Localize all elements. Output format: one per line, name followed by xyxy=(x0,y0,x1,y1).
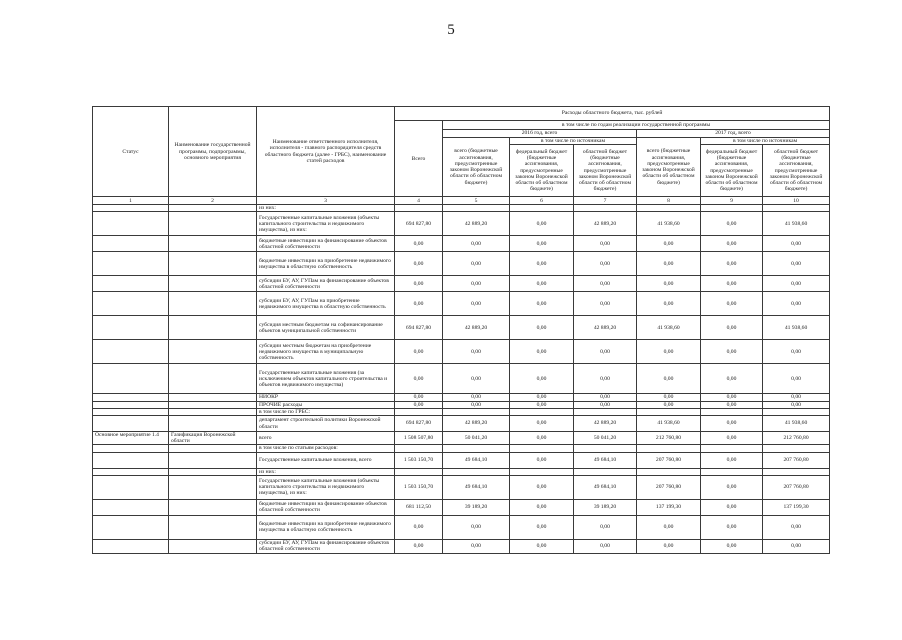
row-program-name xyxy=(169,236,257,252)
row-value: 0,00 xyxy=(637,276,701,292)
row-value xyxy=(701,445,763,452)
row-value xyxy=(763,205,830,212)
row-value: 1 503 150,70 xyxy=(395,452,443,468)
row-value: 0,00 xyxy=(443,539,510,553)
table-row xyxy=(93,539,830,553)
row-value xyxy=(443,445,510,452)
row-value: 0,00 xyxy=(395,364,443,394)
row-program-name xyxy=(169,340,257,364)
row-value: 41 938,60 xyxy=(637,212,701,236)
row-value: 42 889,20 xyxy=(574,212,637,236)
row-value: 0,00 xyxy=(701,340,763,364)
row-value: 0,00 xyxy=(763,401,830,408)
row-value: 694 827,80 xyxy=(395,416,443,432)
row-value: 694 827,80 xyxy=(395,212,443,236)
header-2016-total: всего (бюджетные ассигнования, предусмотренные законом Воронежской области об областном бюджете) xyxy=(443,138,510,197)
row-status xyxy=(93,408,169,415)
row-item-label: субсидии БУ, АУ, ГУПам на финансирование объектов областной собственности xyxy=(257,539,395,553)
table-body xyxy=(93,205,830,554)
row-item-label: субсидия местным бюджетам на софинансирование объектов муниципальной собственности xyxy=(257,316,395,340)
row-status xyxy=(93,292,169,316)
column-number: 6 xyxy=(510,197,574,205)
budget-table xyxy=(92,106,830,554)
row-value: 0,00 xyxy=(701,212,763,236)
row-value: 0,00 xyxy=(574,340,637,364)
row-value: 0,00 xyxy=(510,432,574,445)
row-value: 0,00 xyxy=(443,401,510,408)
row-status xyxy=(93,515,169,539)
table-row xyxy=(93,252,830,276)
row-value xyxy=(443,468,510,475)
row-status xyxy=(93,539,169,553)
row-program-name xyxy=(169,416,257,432)
row-value: 1 508 507,80 xyxy=(395,432,443,445)
table-row xyxy=(93,340,830,364)
row-value: 42 889,20 xyxy=(574,316,637,340)
row-value: 0,00 xyxy=(763,515,830,539)
row-value: 0,00 xyxy=(574,515,637,539)
column-number: 7 xyxy=(574,197,637,205)
row-item-label: департамент строительной политики Воронежской области xyxy=(257,416,395,432)
row-value: 0,00 xyxy=(763,292,830,316)
row-value: 0,00 xyxy=(443,394,510,401)
row-value: 207 760,80 xyxy=(763,475,830,499)
row-program-name xyxy=(169,276,257,292)
table-row xyxy=(93,416,830,432)
row-value: 0,00 xyxy=(637,364,701,394)
header-2016-sources: в том числе по источникам xyxy=(510,138,637,145)
row-value: 0,00 xyxy=(395,252,443,276)
row-value xyxy=(395,468,443,475)
table-row xyxy=(93,236,830,252)
row-program-name xyxy=(169,252,257,276)
row-value: 0,00 xyxy=(701,236,763,252)
row-program-name xyxy=(169,468,257,475)
row-value: 0,00 xyxy=(395,292,443,316)
row-value: 0,00 xyxy=(510,276,574,292)
row-value: 0,00 xyxy=(637,292,701,316)
row-status: Основное мероприятие 1.4 xyxy=(93,432,169,445)
row-item-label: в том числе по статьям расходов: xyxy=(257,445,395,452)
row-status xyxy=(93,212,169,236)
row-value: 0,00 xyxy=(701,394,763,401)
row-program-name xyxy=(169,316,257,340)
header-2017-total: всего (бюджетные ассигнования, предусмотренные законом Воронежской области об областном бюджете) xyxy=(637,138,701,197)
table-row xyxy=(93,394,830,401)
row-status xyxy=(93,468,169,475)
row-value xyxy=(574,468,637,475)
table-row xyxy=(93,452,830,468)
row-program-name xyxy=(169,452,257,468)
row-value: 0,00 xyxy=(701,316,763,340)
row-value: 0,00 xyxy=(763,364,830,394)
column-number: 1 xyxy=(93,197,169,205)
row-value: 0,00 xyxy=(701,539,763,553)
row-value xyxy=(443,408,510,415)
row-value xyxy=(637,468,701,475)
row-status xyxy=(93,401,169,408)
row-value xyxy=(763,445,830,452)
row-value: 207 760,80 xyxy=(637,475,701,499)
row-value: 0,00 xyxy=(637,252,701,276)
row-value: 42 889,20 xyxy=(574,416,637,432)
row-value: 137 199,30 xyxy=(763,499,830,515)
row-item-label: в том числе по ГРБС: xyxy=(257,408,395,415)
header-executor: Наименование ответственного исполнителя, исполнителя - главного распорядителя средств областного бюджета (далее - ГРБС), наименование статей расходов xyxy=(257,107,395,197)
row-value: 0,00 xyxy=(763,252,830,276)
row-value: 0,00 xyxy=(701,515,763,539)
row-value: 0,00 xyxy=(510,394,574,401)
row-item-label: ПРОЧИЕ расходы xyxy=(257,401,395,408)
row-item-label: бюджетные инвестиции на приобретение недвижимого имущества в областную собственность xyxy=(257,252,395,276)
row-value xyxy=(763,468,830,475)
row-value: 0,00 xyxy=(701,475,763,499)
row-item-label: субсидии БУ, АУ, ГУПам на приобретение недвижимого имущества в областную собственность xyxy=(257,292,395,316)
table-row xyxy=(93,408,830,415)
row-status xyxy=(93,394,169,401)
row-value: 0,00 xyxy=(574,401,637,408)
row-program-name xyxy=(169,364,257,394)
row-status xyxy=(93,452,169,468)
row-status xyxy=(93,499,169,515)
row-value: 0,00 xyxy=(443,236,510,252)
row-value: 0,00 xyxy=(510,416,574,432)
row-value: 49 684,10 xyxy=(443,452,510,468)
table-row xyxy=(93,445,830,452)
row-program-name xyxy=(169,499,257,515)
row-value: 0,00 xyxy=(443,340,510,364)
row-value: 0,00 xyxy=(510,364,574,394)
row-item-label: субсидии БУ, АУ, ГУПам на финансирование объектов областной собственности xyxy=(257,276,395,292)
row-value: 0,00 xyxy=(395,394,443,401)
row-value: 0,00 xyxy=(701,401,763,408)
row-value: 0,00 xyxy=(763,340,830,364)
row-value: 42 889,20 xyxy=(443,212,510,236)
row-value: 0,00 xyxy=(443,292,510,316)
header-2017-federal: федеральный бюджет (бюджетные ассигнования, предусмотренные законом Воронежской области об областном бюджете) xyxy=(701,145,763,197)
row-value: 0,00 xyxy=(510,236,574,252)
row-value: 0,00 xyxy=(510,212,574,236)
row-value xyxy=(510,205,574,212)
row-value: 0,00 xyxy=(763,276,830,292)
header-year-2017: 2017 год, всего xyxy=(637,130,830,138)
row-status xyxy=(93,252,169,276)
column-number: 9 xyxy=(701,197,763,205)
row-value xyxy=(574,408,637,415)
column-number: 5 xyxy=(443,197,510,205)
row-item-label: субсидии местным бюджетам на приобретение недвижимого имущества в муниципальную собственность xyxy=(257,340,395,364)
row-item-label: бюджетные инвестиции на приобретение недвижимого имущества в областную собственность xyxy=(257,515,395,539)
row-value: 0,00 xyxy=(574,236,637,252)
row-value: 212 760,80 xyxy=(763,432,830,445)
row-item-label: всего xyxy=(257,432,395,445)
row-value: 41 938,60 xyxy=(763,416,830,432)
table-row xyxy=(93,475,830,499)
row-item-label: Государственные капитальные вложения (объекты капитального строительства и недвижимого имущества), из них: xyxy=(257,212,395,236)
row-program-name xyxy=(169,475,257,499)
column-number: 4 xyxy=(395,197,443,205)
row-value: 0,00 xyxy=(637,515,701,539)
row-value: 0,00 xyxy=(637,340,701,364)
header-status: Статус xyxy=(93,107,169,197)
row-status xyxy=(93,276,169,292)
table-row xyxy=(93,276,830,292)
row-value: 42 889,20 xyxy=(443,316,510,340)
row-value: 0,00 xyxy=(701,452,763,468)
row-status xyxy=(93,236,169,252)
row-value xyxy=(395,205,443,212)
row-value: 0,00 xyxy=(574,276,637,292)
row-value: 694 827,80 xyxy=(395,316,443,340)
row-item-label: бюджетные инвестиции на финансирование объектов областной собственности xyxy=(257,499,395,515)
header-2016-federal: федеральный бюджет (бюджетные ассигнования, предусмотренные законом Воронежской области об областном бюджете) xyxy=(510,145,574,197)
row-value: 0,00 xyxy=(701,499,763,515)
row-value: 0,00 xyxy=(637,401,701,408)
page-number: 5 xyxy=(447,22,455,38)
row-program-name xyxy=(169,205,257,212)
row-value: 1 503 150,70 xyxy=(395,475,443,499)
page-bottom-margin xyxy=(0,592,902,640)
row-value xyxy=(763,408,830,415)
table-row xyxy=(93,432,830,445)
row-status xyxy=(93,416,169,432)
row-status xyxy=(93,445,169,452)
row-value: 0,00 xyxy=(701,416,763,432)
row-value: 0,00 xyxy=(510,316,574,340)
row-value xyxy=(395,445,443,452)
header-expenses: Расходы областного бюджета, тыс. рублей xyxy=(395,107,830,121)
row-value: 50 041,20 xyxy=(574,432,637,445)
row-program-name xyxy=(169,394,257,401)
header-year-2016: 2016 год, всего xyxy=(443,130,637,138)
row-value: 0,00 xyxy=(701,364,763,394)
column-number: 10 xyxy=(763,197,830,205)
row-value: 39 189,20 xyxy=(443,499,510,515)
row-value: 0,00 xyxy=(701,252,763,276)
row-value: 0,00 xyxy=(510,539,574,553)
header-program-name: Наименование государственной программы, подпрограммы, основного мероприятия xyxy=(169,107,257,197)
row-item-label: НИОКР xyxy=(257,394,395,401)
table-row xyxy=(93,212,830,236)
row-value xyxy=(574,445,637,452)
row-status xyxy=(93,340,169,364)
row-value: 0,00 xyxy=(395,539,443,553)
row-program-name xyxy=(169,445,257,452)
row-value: 0,00 xyxy=(395,276,443,292)
row-value: 50 041,20 xyxy=(443,432,510,445)
row-value xyxy=(510,445,574,452)
row-value: 0,00 xyxy=(574,394,637,401)
row-value: 0,00 xyxy=(395,515,443,539)
row-program-name xyxy=(169,212,257,236)
row-value: 0,00 xyxy=(763,394,830,401)
row-value: 0,00 xyxy=(637,394,701,401)
table-row xyxy=(93,468,830,475)
row-value xyxy=(701,205,763,212)
row-status xyxy=(93,475,169,499)
row-value xyxy=(574,205,637,212)
row-value: 0,00 xyxy=(510,401,574,408)
row-value: 49 684,10 xyxy=(443,475,510,499)
row-status xyxy=(93,364,169,394)
table-row xyxy=(93,499,830,515)
row-value: 0,00 xyxy=(443,276,510,292)
row-value xyxy=(443,205,510,212)
row-value: 681 112,50 xyxy=(395,499,443,515)
row-value xyxy=(637,408,701,415)
row-value: 49 684,10 xyxy=(574,475,637,499)
row-value: 41 938,60 xyxy=(637,316,701,340)
table-row xyxy=(93,316,830,340)
header-2017-sources: в том числе по источникам xyxy=(701,138,830,145)
table-row xyxy=(93,292,830,316)
row-value: 0,00 xyxy=(510,515,574,539)
row-value: 0,00 xyxy=(510,292,574,316)
row-value xyxy=(701,468,763,475)
row-value: 0,00 xyxy=(510,475,574,499)
row-value: 0,00 xyxy=(395,401,443,408)
column-number-row xyxy=(93,197,830,205)
table-row xyxy=(93,205,830,212)
row-value: 137 199,30 xyxy=(637,499,701,515)
row-program-name xyxy=(169,515,257,539)
row-value: 41 938,60 xyxy=(763,212,830,236)
row-value xyxy=(510,408,574,415)
header-2017-regional: областной бюджет (бюджетные ассигнования, предусмотренные законом Воронежской области об областном бюджете) xyxy=(763,145,830,197)
row-value: 0,00 xyxy=(637,236,701,252)
row-value: 0,00 xyxy=(637,539,701,553)
row-value: 207 760,80 xyxy=(637,452,701,468)
row-program-name xyxy=(169,408,257,415)
column-number: 2 xyxy=(169,197,257,205)
table-row xyxy=(93,515,830,539)
row-value: 0,00 xyxy=(701,432,763,445)
row-value: 212 760,80 xyxy=(637,432,701,445)
row-value: 0,00 xyxy=(510,340,574,364)
row-value: 0,00 xyxy=(443,252,510,276)
row-item-label: Государственные капитальные вложения (объекты капитального строительства и недвижимого имущества), из них: xyxy=(257,475,395,499)
row-item-label: бюджетные инвестиции на финансирование объектов областной собственности xyxy=(257,236,395,252)
row-item-label: из них: xyxy=(257,205,395,212)
row-value: 0,00 xyxy=(701,292,763,316)
row-value: 42 889,20 xyxy=(443,416,510,432)
row-value: 41 938,60 xyxy=(763,316,830,340)
row-value xyxy=(637,205,701,212)
row-value: 0,00 xyxy=(574,292,637,316)
row-value: 0,00 xyxy=(395,340,443,364)
row-status xyxy=(93,316,169,340)
row-value xyxy=(510,468,574,475)
row-value: 0,00 xyxy=(574,539,637,553)
column-number: 3 xyxy=(257,197,395,205)
row-item-label: из них: xyxy=(257,468,395,475)
row-value: 0,00 xyxy=(510,452,574,468)
table-row xyxy=(93,364,830,394)
row-value: 41 938,60 xyxy=(637,416,701,432)
row-item-label: Государственные капитальные вложения (за исключением объектов капитального строительства и объектов недвижимого имущества) xyxy=(257,364,395,394)
row-value: 0,00 xyxy=(763,539,830,553)
row-value: 0,00 xyxy=(510,252,574,276)
row-value: 207 760,80 xyxy=(763,452,830,468)
row-program-name xyxy=(169,292,257,316)
column-number: 8 xyxy=(637,197,701,205)
row-value: 39 189,20 xyxy=(574,499,637,515)
row-value: 0,00 xyxy=(443,515,510,539)
row-program-name xyxy=(169,401,257,408)
row-value: 0,00 xyxy=(395,236,443,252)
row-value xyxy=(395,408,443,415)
row-program-name xyxy=(169,539,257,553)
row-item-label: Государственные капитальные вложения, всего xyxy=(257,452,395,468)
row-status xyxy=(93,205,169,212)
row-value: 0,00 xyxy=(763,236,830,252)
row-value: 49 684,10 xyxy=(574,452,637,468)
row-value: 0,00 xyxy=(510,499,574,515)
row-program-name: Газификация Воронежской области xyxy=(169,432,257,445)
row-value: 0,00 xyxy=(574,364,637,394)
header-2016-regional: областной бюджет (бюджетные ассигнования, предусмотренные законом Воронежской области об областном бюджете) xyxy=(574,145,637,197)
row-value xyxy=(637,445,701,452)
row-value xyxy=(701,408,763,415)
table-row xyxy=(93,401,830,408)
header-total: Всего xyxy=(395,121,443,197)
header-by-years: в том числе по годам реализации государственной программы xyxy=(443,121,830,130)
row-value: 0,00 xyxy=(443,364,510,394)
row-value: 0,00 xyxy=(701,276,763,292)
row-value: 0,00 xyxy=(574,252,637,276)
